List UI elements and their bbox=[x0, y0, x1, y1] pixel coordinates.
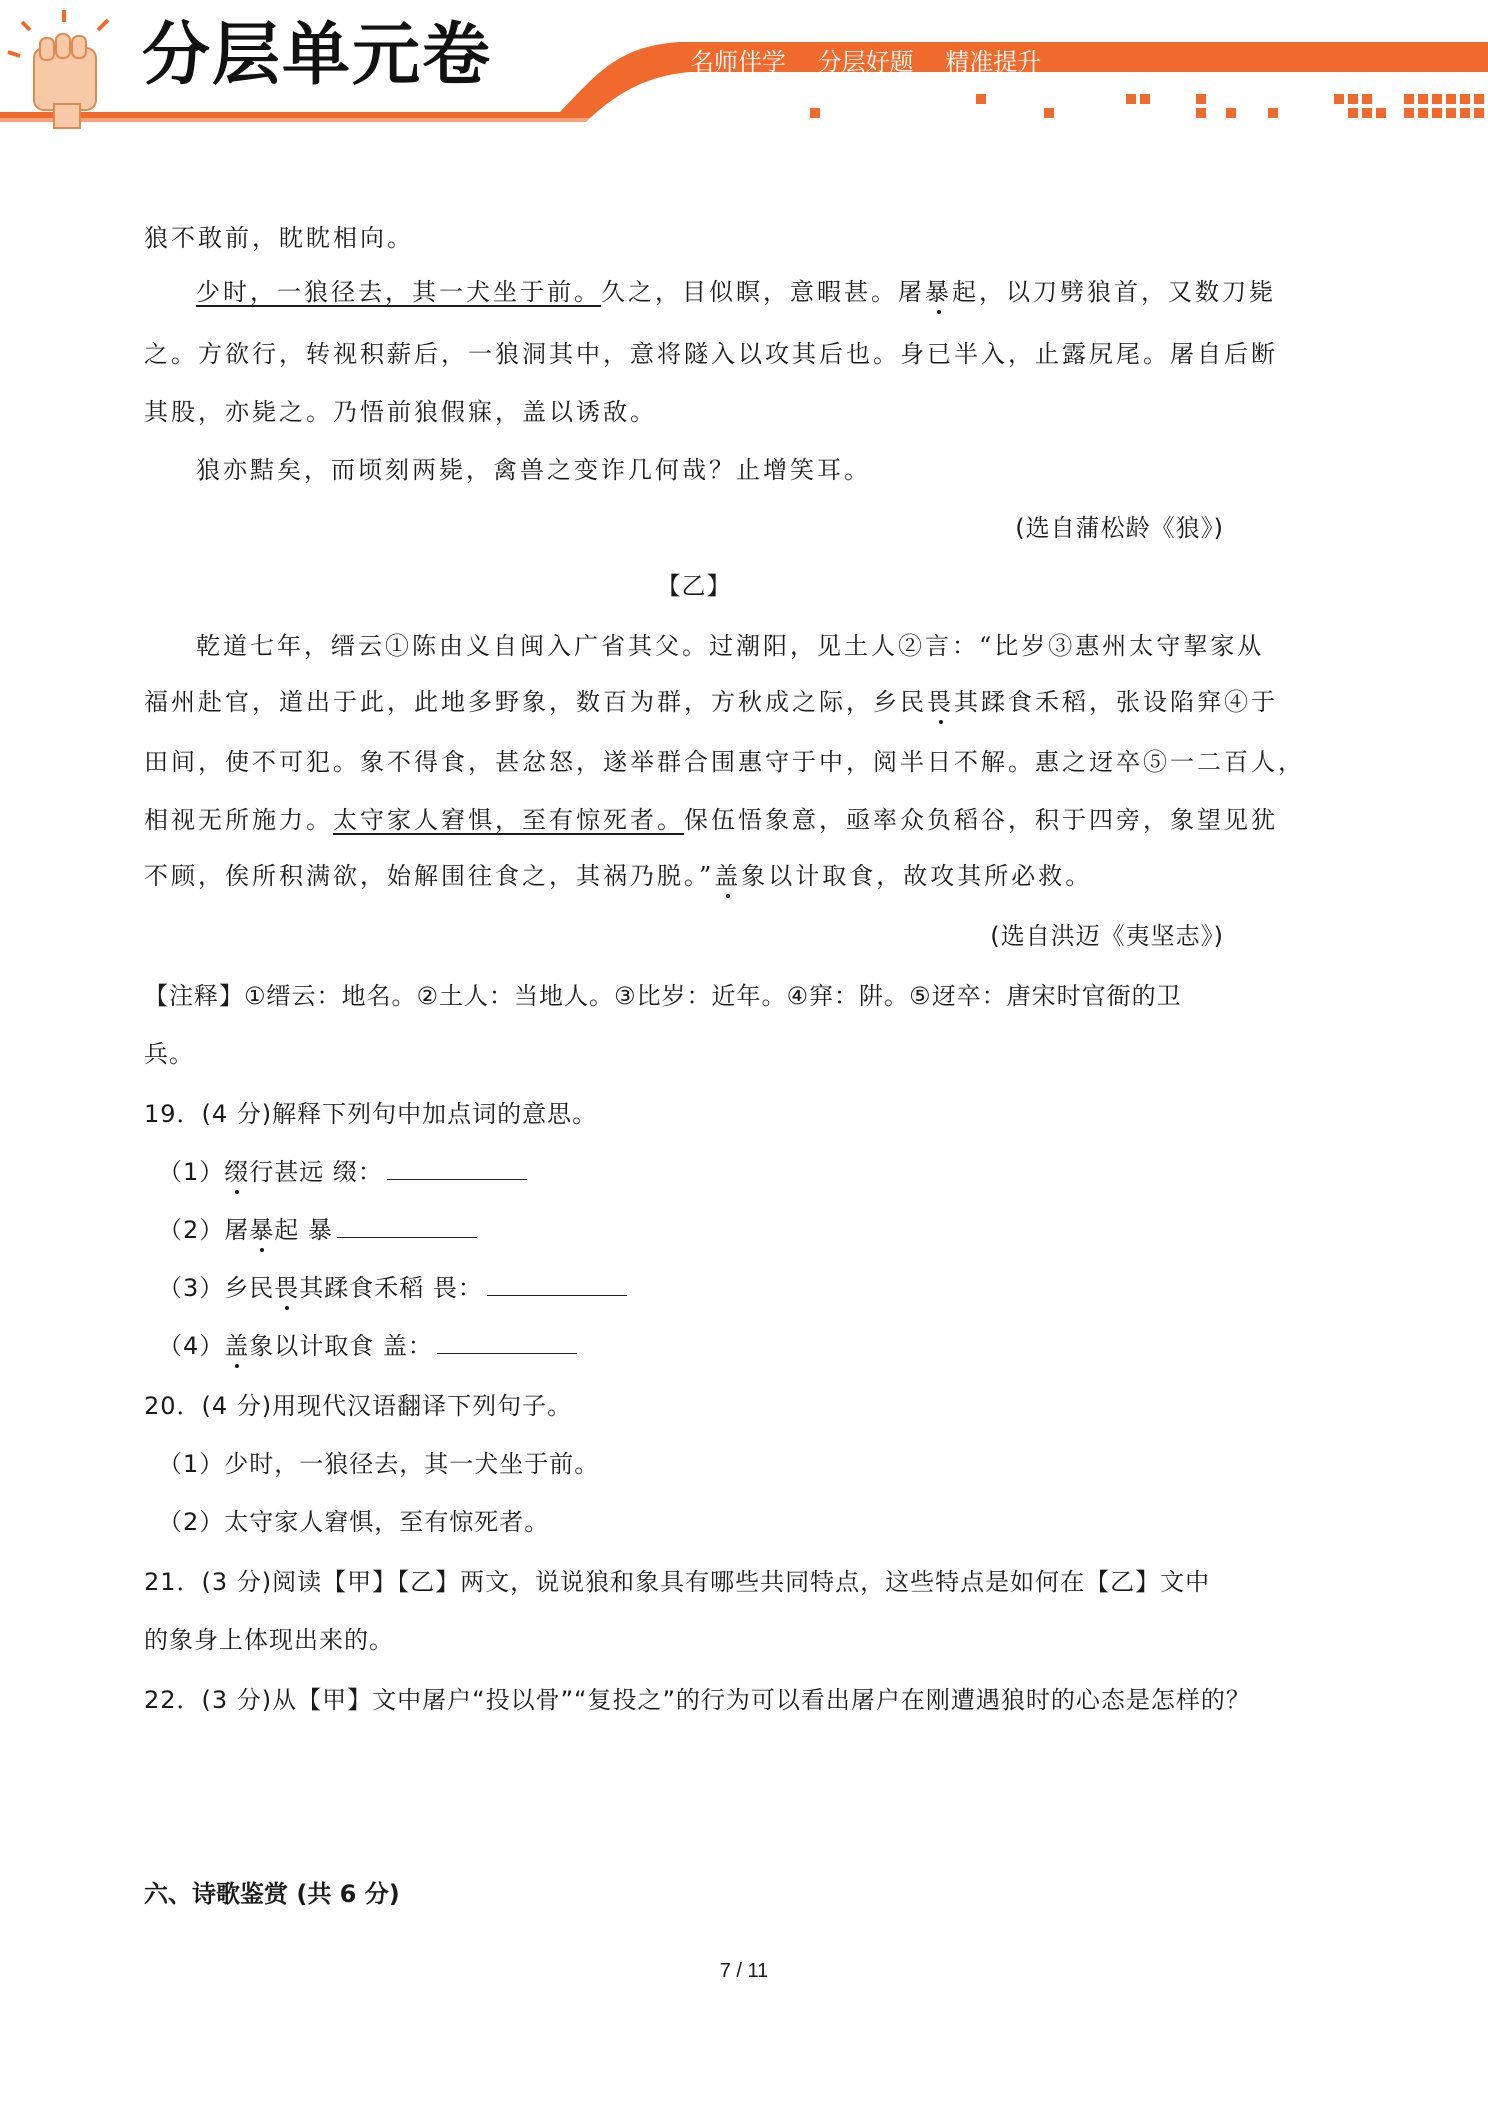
slogan-1: 名师伴学 bbox=[690, 48, 786, 76]
answer-blank[interactable] bbox=[337, 1215, 477, 1238]
dotted-char: 暴 bbox=[925, 278, 952, 306]
slogan-bar bbox=[690, 42, 1065, 77]
section-title: 六、诗歌鉴赏 (共 6 分) bbox=[144, 1880, 400, 1908]
question-20-item: （1）少时，一狼径去，其一犬坐于前。 bbox=[158, 1450, 600, 1478]
passage-b-line: 田间，使不可犯。象不得食，甚忿怒，遂举群合围惠守于中，阅半日不解。惠之迓卒⑤一二百人， bbox=[144, 748, 1305, 776]
dotted-char: 盖 bbox=[224, 1332, 250, 1360]
question-20-item: （2）太守家人窘惧，至有惊死者。 bbox=[158, 1508, 550, 1536]
source-citation: (选自洪迈《夷坚志》) bbox=[990, 922, 1224, 950]
dotted-char: 盖 bbox=[714, 862, 742, 890]
header-banner bbox=[0, 0, 1488, 130]
page-number: 7 / 11 bbox=[719, 1960, 769, 1982]
question-19-item: （2）屠暴起 暴 bbox=[144, 1214, 1244, 1246]
underlined-sentence: 少时，一狼径去，其一犬坐于前。 bbox=[196, 278, 601, 306]
answer-blank[interactable] bbox=[487, 1273, 627, 1296]
passage-a-line: 其股，亦毙之。乃悟前狼假寐，盖以诱敌。 bbox=[144, 398, 657, 426]
passage-a-line: 之。方欲行，转视积薪后，一狼洞其中，意将隧入以攻其后也。身已半入，止露尻尾。屠自后断 bbox=[144, 340, 1278, 368]
question-19: 19．(4 分)解释下列句中加点词的意思。 bbox=[144, 1100, 598, 1128]
slogan-2: 分层好题 bbox=[817, 48, 914, 76]
question-20: 20．(4 分)用现代汉语翻译下列句子。 bbox=[144, 1392, 573, 1420]
dotted-char: 暴 bbox=[249, 1216, 275, 1244]
dotted-char: 畏 bbox=[274, 1274, 300, 1302]
question-19-item: （1）缀行甚远 缀： bbox=[144, 1156, 1244, 1188]
fist-icon bbox=[8, 10, 108, 128]
passage-b-line: 不顾，俟所积满欲，始解围往食之，其祸乃脱。”盖象以计取食，故攻其所必救。 bbox=[144, 862, 1093, 890]
annotation-line: 【注释】①缙云：地名。②土人：当地人。③比岁：近年。④穽：阱。⑤迓卒：唐宋时官衙的卫 bbox=[144, 982, 1182, 1010]
passage-a-line: 少时，一狼径去，其一犬坐于前。久之，目似瞑，意暇甚。屠暴起，以刀劈狼首，又数刀毙 bbox=[196, 278, 1276, 306]
passage-b-label: 【乙】 bbox=[656, 572, 732, 600]
answer-blank[interactable] bbox=[437, 1331, 577, 1354]
source-citation: (选自蒲松龄《狼》) bbox=[1015, 514, 1224, 542]
answer-blank[interactable] bbox=[387, 1157, 527, 1180]
decorative-squares bbox=[810, 94, 1484, 118]
passage-a-line: 狼不敢前，眈眈相向。 bbox=[144, 224, 414, 252]
question-21-cont: 的象身上体现出来的。 bbox=[144, 1626, 394, 1654]
underlined-sentence: 太守家人窘惧，至有惊死者。 bbox=[333, 806, 684, 834]
question-22: 22．(3 分)从【甲】文中屠户“投以骨”“复投之”的行为可以看出屠户在刚遭遇狼时的心态是怎样的？ bbox=[144, 1686, 1251, 1714]
dotted-char: 畏 bbox=[927, 688, 954, 716]
passage-a-line: 狼亦黠矣，而顷刻两毙，禽兽之变诈几何哉？止增笑耳。 bbox=[196, 456, 871, 484]
dotted-char: 缀 bbox=[224, 1158, 250, 1186]
slogan-3: 精准提升 bbox=[945, 48, 1042, 76]
annotation-line: 兵。 bbox=[144, 1040, 194, 1068]
passage-b-line: 相视无所施力。太守家人窘惧，至有惊死者。保伍悟象意，亟率众负稻谷，积于四旁，象望见犹 bbox=[144, 806, 1278, 834]
question-21: 21．(3 分)阅读【甲】【乙】两文，说说狼和象具有哪些共同特点，这些特点是如何在【乙】文中 bbox=[144, 1568, 1211, 1596]
passage-b-line: 福州赴官，道出于此，此地多野象，数百为群，方秋成之际，乡民畏其蹂食禾稻，张设陷穽④于 bbox=[144, 688, 1278, 716]
passage-b-line: 乾道七年，缙云①陈由义自闽入广省其父。过潮阳，见土人②言：“比岁③惠州太守挈家从 bbox=[196, 632, 1265, 660]
brand-title: 分层单元卷 bbox=[142, 16, 493, 95]
question-19-item: （3）乡民畏其蹂食禾稻 畏： bbox=[144, 1272, 1244, 1304]
question-19-item: （4）盖象以计取食 盖： bbox=[144, 1330, 1244, 1362]
